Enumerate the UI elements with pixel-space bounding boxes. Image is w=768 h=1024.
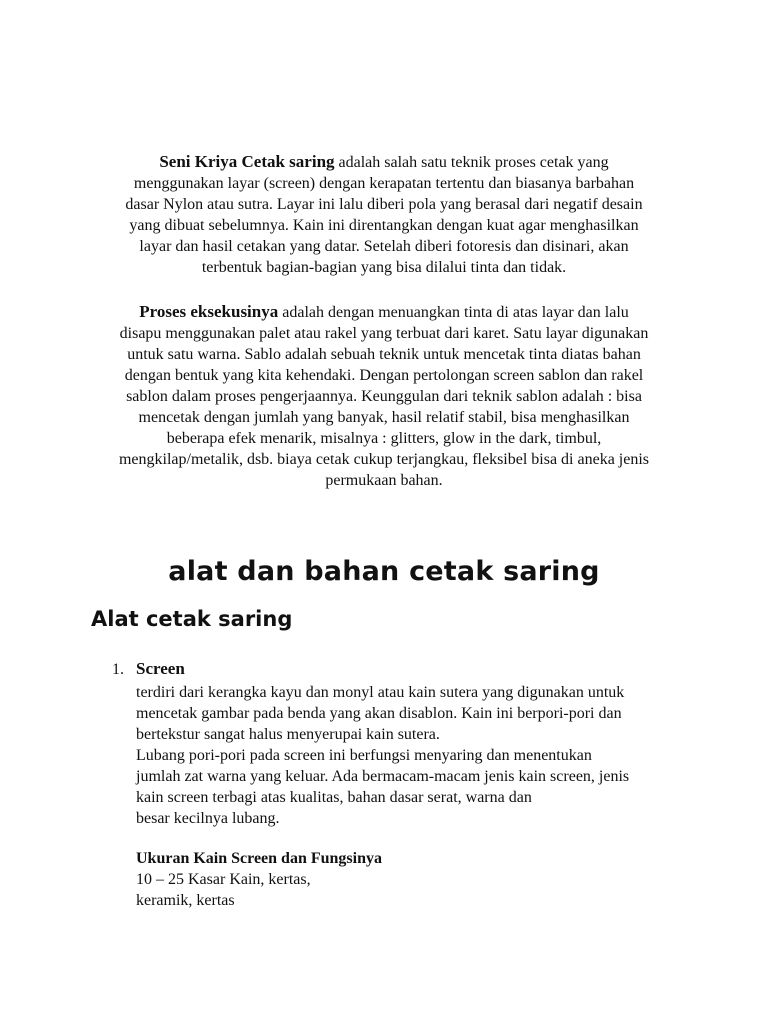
list-item-title: Screen	[136, 659, 185, 678]
paragraph-1-line-3: dasar Nylon atau sutra. Layar ini lalu diberi pola yang berasal dari negatif desain	[125, 196, 643, 213]
paragraph-2-line-1: adalah dengan menuangkan tinta di atas layar dan lalu	[282, 304, 629, 321]
item-body-line: kain screen terbagi atas kualitas, bahan dasar serat, warna dan	[136, 789, 532, 806]
paragraph-1-lead: Seni Kriya Cetak saring	[159, 152, 335, 171]
paragraph-2-line-6: mencetak dengan jumlah yang banyak, hasil relatif stabil, bisa menghasilkan	[138, 409, 630, 426]
paragraph-1-line-2: menggunakan layar (screen) dengan kerapatan tertentu dan biasanya barbahan	[133, 175, 635, 192]
section-heading: Alat cetak saring	[91, 607, 293, 631]
intro-paragraph-1	[84, 151, 684, 278]
paragraph-2-line-8: mengkilap/metalik, dsb. biaya cetak cukup terjangkau, fleksibel bisa di aneka jenis	[118, 451, 650, 468]
item-body-line: jumlah zat warna yang keluar. Ada bermacam-macam jenis kain screen, jenis	[136, 768, 630, 785]
intro-paragraph-2	[84, 301, 684, 491]
item-body-line: terdiri dari kerangka kayu dan monyl atau kain sutera yang digunakan untuk	[136, 684, 625, 701]
item-body-line: bertekstur sangat halus menyerupai kain sutera.	[136, 726, 440, 743]
list-item-body	[136, 682, 696, 829]
screen-size-section	[136, 848, 382, 911]
paragraph-1-line-5: layar dan hasil cetakan yang datar. Setelah diberi fotoresis dan disinari, akan	[139, 238, 629, 255]
paragraph-2-line-9: permukaan bahan.	[325, 472, 443, 489]
screen-size-title: Ukuran Kain Screen dan Fungsinya	[136, 850, 382, 867]
list-item-number: 1.	[112, 661, 124, 678]
paragraph-2-line-3: untuk satu warna. Sablo adalah sebuah teknik untuk mencetak tinta diatas bahan	[127, 346, 641, 363]
paragraph-2-lead: Proses eksekusinya	[139, 302, 279, 321]
screen-size-line-2: keramik, kertas	[136, 892, 235, 909]
paragraph-2-line-7: beberapa efek menarik, misalnya : glitters, glow in the dark, timbul,	[166, 430, 602, 447]
paragraph-2-line-5: sablon dalam proses pengerjaannya. Keunggulan dari teknik sablon adalah : bisa	[126, 388, 642, 405]
item-body-line: Lubang pori-pori pada screen ini berfungsi menyaring dan menentukan	[136, 747, 592, 764]
paragraph-2-line-2: disapu menggunakan palet atau rakel yang terbuat dari karet. Satu layar digunakan	[119, 325, 649, 342]
paragraph-1-line-1: adalah salah satu teknik proses cetak yang	[338, 154, 609, 171]
main-heading: alat dan bahan cetak saring	[168, 556, 600, 587]
paragraph-1-line-6: terbentuk bagian-bagian yang bisa dilalui tinta dan tidak.	[201, 259, 567, 276]
item-body-line: mencetak gambar pada benda yang akan disablon. Kain ini berpori-pori dan	[136, 705, 622, 722]
paragraph-2-line-4: dengan bentuk yang kita kehendaki. Dengan pertolongan screen sablon dan rakel	[124, 367, 644, 384]
item-body-line: besar kecilnya lubang.	[136, 810, 280, 827]
paragraph-1-line-4: yang dibuat sebelumnya. Kain ini direntangkan dengan kuat agar menghasilkan	[129, 217, 639, 234]
screen-size-line-1: 10 – 25 Kasar Kain, kertas,	[136, 871, 311, 888]
